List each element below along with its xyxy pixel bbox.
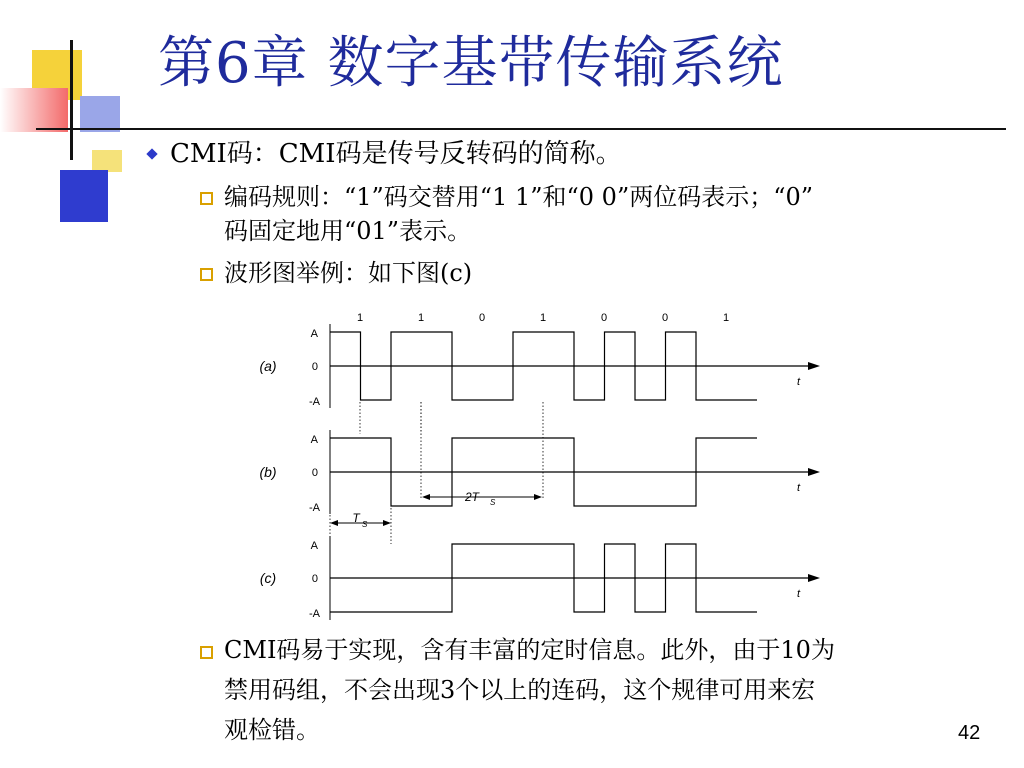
time-axis-arrow-icon <box>808 468 820 476</box>
two-ts-left-arrow-icon <box>422 494 430 500</box>
note-bullet <box>200 630 835 750</box>
amplitude-label-neg: -A <box>309 502 320 514</box>
two-ts-right-arrow-icon <box>534 494 542 500</box>
panel-label: (a) <box>259 358 277 374</box>
amplitude-label-pos: A <box>310 540 318 552</box>
note-line-3: 观检错。 <box>224 716 320 744</box>
ts-label: T <box>352 511 360 525</box>
amplitude-label-pos: A <box>310 434 318 446</box>
title-number: 6 <box>215 31 252 96</box>
page-number: 42 <box>958 722 981 744</box>
bit-label: 1 <box>417 312 425 324</box>
amplitude-label-neg: -A <box>309 608 320 620</box>
bit-label: 1 <box>722 312 730 324</box>
panel-label: (b) <box>259 464 277 480</box>
square-bullet-icon <box>200 646 213 659</box>
time-axis-arrow-icon <box>808 362 820 370</box>
two-ts-subscript: S <box>490 498 496 507</box>
panel-label: (c) <box>259 570 277 586</box>
rule-line-1: 编码规则：“1”码交替用“1 1”和“0 0”两位码表示；“0” <box>224 183 814 211</box>
time-axis-arrow-icon <box>808 574 820 582</box>
amplitude-label-zero: 0 <box>311 573 318 585</box>
ts-left-arrow-icon <box>330 520 338 526</box>
ts-subscript: S <box>362 520 368 529</box>
bit-label: 0 <box>600 312 608 324</box>
bit-label: 1 <box>539 312 547 324</box>
main-bullet-text: CMI码：CMI码是传号反转码的简称。 <box>170 139 622 169</box>
note-line-2: 禁用码组，不会出现3个以上的连码，这个规律可用来宏 <box>224 676 816 704</box>
note-line-1: CMI码易于实现，含有丰富的定时信息。此外，由于10为 <box>224 636 835 664</box>
bit-label: 0 <box>478 312 486 324</box>
time-axis-label: t <box>797 482 801 494</box>
amplitude-label-neg: -A <box>309 396 320 408</box>
amplitude-label-zero: 0 <box>311 467 318 479</box>
amplitude-label-pos: A <box>310 328 318 340</box>
title-prefix: 第 <box>158 31 215 96</box>
bit-label: 0 <box>661 312 669 324</box>
title-rest: 章 数字基带传输系统 <box>251 31 784 96</box>
two-ts-label: 2T <box>464 490 480 504</box>
time-axis-label: t <box>797 376 801 388</box>
rule-line-2: 码固定地用“01”表示。 <box>224 217 472 245</box>
example-text: 波形图举例：如下图(c) <box>224 259 473 287</box>
amplitude-label-zero: 0 <box>311 361 318 373</box>
time-axis-label: t <box>797 588 801 600</box>
ts-right-arrow-icon <box>383 520 391 526</box>
bit-label: 1 <box>356 312 364 324</box>
